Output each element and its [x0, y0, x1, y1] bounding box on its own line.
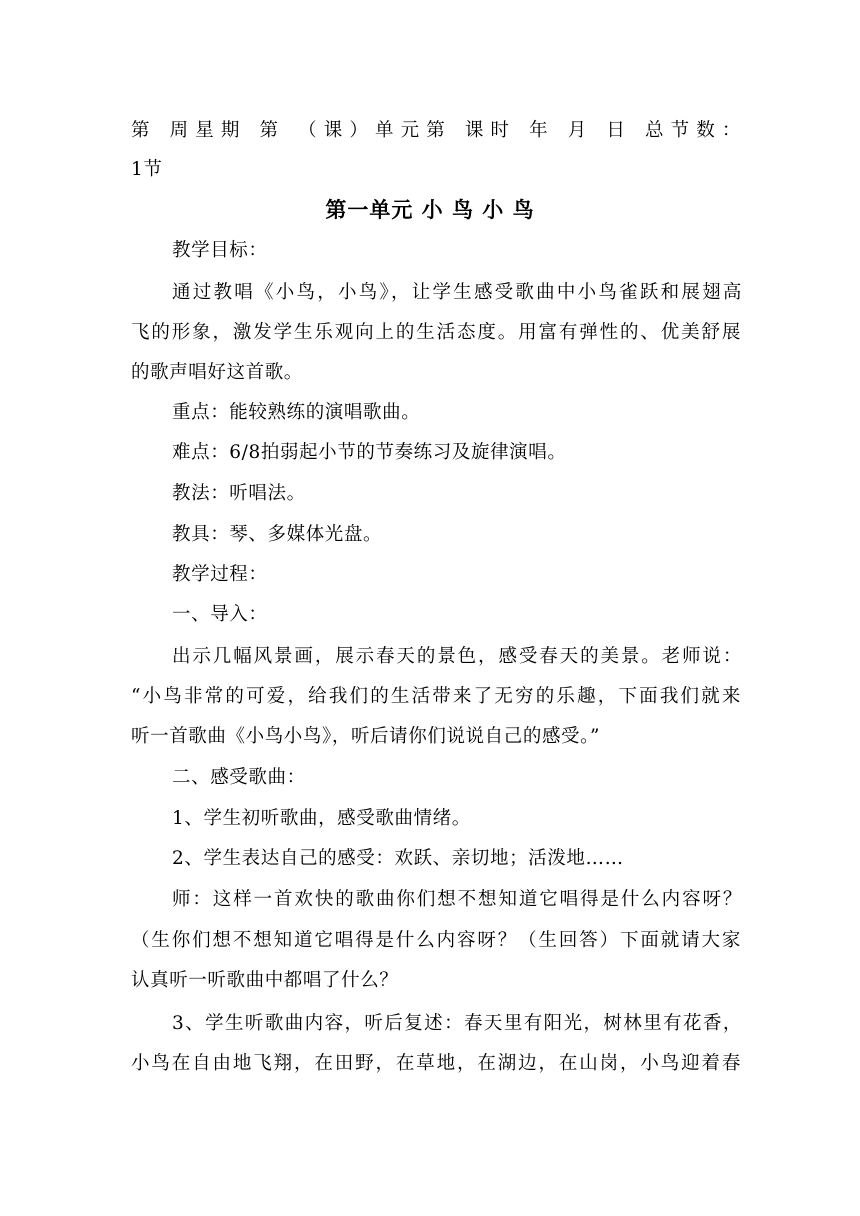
intro-paragraph-line: 听一首歌曲《小鸟小鸟》，听后请你们说说自己的感受。” — [131, 726, 601, 747]
intro-paragraph-line: 出示几幅风景画，展示春天的景色，感受春天的美景。老师说： — [172, 646, 742, 667]
intro-paragraph-line: “小鸟非常的可爱，给我们的生活带来了无穷的乐趣，下面我们就来 — [131, 686, 741, 707]
teacher-paragraph-line: 认真听一听歌曲中都唱了什么？ — [131, 970, 399, 991]
section-feel-heading: 二、感受歌曲： — [172, 767, 306, 788]
teaching-method: 教法：听唱法。 — [172, 483, 306, 504]
key-point: 重点：能较熟练的演唱歌曲。 — [172, 402, 421, 423]
goals-paragraph-line: 的歌声唱好这首歌。 — [131, 362, 303, 383]
goals-paragraph-line: 飞的形象，激发学生乐观向上的生活态度。用富有弹性的、优美舒展 — [131, 322, 741, 343]
teacher-paragraph-line: 师：这样一首欢快的歌曲你们想不想知道它唱得是什么内容呀？ — [172, 889, 742, 910]
step-paragraph-line: 小鸟在自由地飞翔，在田野，在草地，在湖边，在山岗，小鸟迎着春 — [131, 1053, 741, 1074]
teacher-paragraph-line: （生你们想不想知道它唱得是什么内容呀？（生回答）下面就请大家 — [131, 930, 741, 951]
step-paragraph-line: 3、学生听歌曲内容，听后复述：春天里有阳光，树林里有花香， — [172, 1013, 742, 1034]
lesson-header-line: 第 周星期 第 （课）单元第 课时 年 月 日 总节数： — [131, 120, 741, 141]
unit-title: 第一单元 小 鸟 小 鸟 — [325, 198, 535, 222]
teaching-goals-heading: 教学目标： — [172, 240, 268, 261]
section-intro-heading: 一、导入： — [172, 604, 268, 625]
process-heading: 教学过程： — [172, 564, 268, 585]
teaching-tools: 教具：琴、多媒体光盘。 — [172, 524, 383, 545]
difficult-point: 难点：6/8拍弱起小节的节奏练习及旋律演唱。 — [172, 442, 567, 463]
step-item: 1、学生初听歌曲，感受歌曲情绪。 — [172, 808, 471, 829]
lesson-total-count: 1节 — [131, 159, 163, 180]
step-item: 2、学生表达自己的感受：欢跃、亲切地；活泼地…… — [172, 848, 624, 869]
goals-paragraph-line: 通过教唱《小鸟，小鸟》，让学生感受歌曲中小鸟雀跃和展翅高 — [172, 282, 742, 303]
